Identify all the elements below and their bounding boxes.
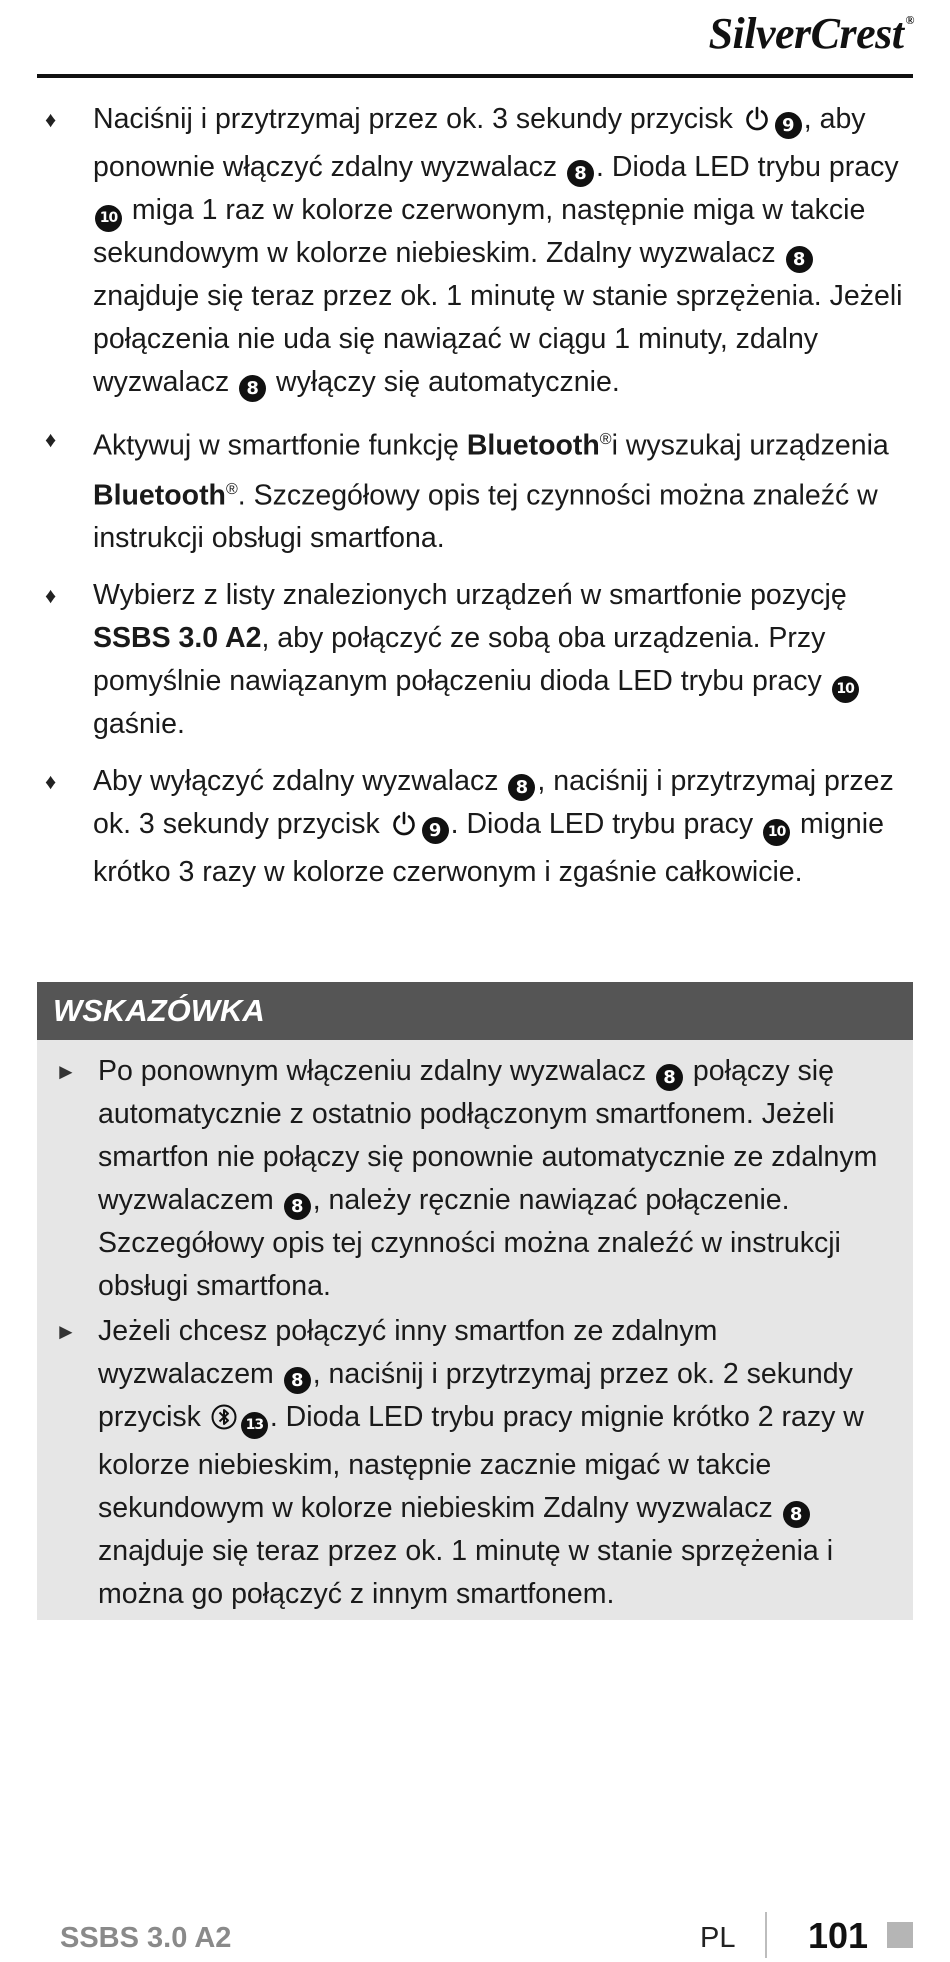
text-segment: Aktywuj w smartfonie funkcję [93, 429, 467, 462]
text-segment: Jeżeli chcesz połączyć inny smartfon ze zdalnym wyzwalaczem [98, 1315, 718, 1390]
ref-number-8: 8 [656, 1064, 683, 1091]
note-box [37, 982, 913, 1620]
footer-separator [765, 1912, 767, 1958]
text-segment: . Szczegółowy opis tej czynności można znaleźć w instrukcji obsługi smartfona. [93, 479, 878, 554]
text-segment: gaśnie. [93, 708, 185, 740]
text-segment: . Dioda LED trybu pracy [596, 151, 899, 183]
footer-model: SSBS 3.0 A2 [60, 1922, 232, 1954]
ref-number-9: 9 [775, 112, 802, 139]
model-name: SSBS 3.0 A2 [93, 622, 262, 654]
text-segment: Aby wyłączyć zdalny wyzwalacz [93, 765, 507, 797]
footer-language: PL [700, 1922, 736, 1954]
ref-number-10: 10 [95, 205, 122, 232]
ref-number-8: 8 [786, 246, 813, 273]
text-segment: Naciśnij i przytrzymaj przez ok. 3 sekundy przycisk [93, 103, 741, 135]
text-segment: , aby ponownie włączyć zdalny wyzwalacz [93, 103, 866, 183]
diamond-bullet-icon: ♦ [45, 107, 57, 132]
instruction-item-power-off [37, 760, 913, 894]
note-item-reconnect [37, 1050, 913, 1308]
text-segment: . Dioda LED trybu pracy [450, 808, 762, 840]
ref-number-8: 8 [239, 375, 266, 402]
triangle-arrow-icon: ► [55, 1319, 77, 1344]
text-segment: mignie krótko 3 razy w kolorze czerwonym i zgaśnie całkowicie. [93, 808, 884, 888]
ref-number-8: 8 [284, 1367, 311, 1394]
ref-number-8: 8 [567, 160, 594, 187]
instruction-item-power-on [37, 98, 913, 404]
diamond-bullet-icon: ♦ [45, 769, 57, 794]
bluetooth-icon [211, 1401, 237, 1444]
bluetooth-label: Bluetooth [93, 479, 226, 511]
text-segment: połączy się automatycznie z ostatnio podłączonym smartfonem. Jeżeli smartfon nie połączy się ponownie automatycznie ze zdalnym wyzwalaczem [98, 1055, 878, 1216]
ref-number-13: 13 [241, 1412, 268, 1439]
ref-number-10: 10 [832, 676, 859, 703]
triangle-arrow-icon: ► [55, 1059, 77, 1084]
brand-registered-mark: ® [905, 13, 914, 27]
registered-mark: ® [225, 480, 238, 498]
ref-number-8: 8 [783, 1501, 810, 1528]
text-segment: znajduje się teraz przez ok. 1 minutę w stanie sprzężenia i można go połączyć z innym smartfonem. [98, 1535, 834, 1610]
ref-number-10: 10 [763, 819, 790, 846]
text-segment: . Dioda LED trybu pracy mignie krótko 2 razy w kolorze niebieskim, następnie zacznie migać w takcie sekundowym w kolorze niebieskim Zdalny wyzwalacz [98, 1401, 864, 1524]
text-segment: miga 1 raz w kolorze czerwonym, następnie miga w takcie sekundowym w kolorze niebieskim. Zdalny wyzwalacz [93, 194, 866, 269]
brand-logo [709, 6, 914, 62]
power-icon [743, 103, 771, 146]
text-segment: , naciśnij i przytrzymaj przez ok. 3 sekundy przycisk [93, 765, 894, 840]
text-segment: , aby połączyć ze sobą oba urządzenia. Przy pomyślnie nawiązanym połączeniu dioda LED trybu pracy [93, 622, 830, 697]
registered-mark: ® [599, 431, 612, 448]
text-segment: wyłączy się automatycznie. [268, 366, 620, 398]
text-segment: Wybierz z listy znalezionych urządzeń w smartfonie pozycję [93, 579, 847, 611]
note-body [37, 1040, 913, 1616]
text-segment: Po ponownym włączeniu zdalny wyzwalacz [98, 1055, 655, 1087]
text-segment: , naciśnij i przytrzymaj przez ok. 2 sekundy przycisk [98, 1358, 853, 1433]
power-icon [390, 808, 418, 851]
text-segment: znajduje się teraz przez ok. 1 minutę w stanie sprzężenia. Jeżeli połączenia nie uda się nawiązać w ciągu 1 minuty, zdalny wyzwalacz [93, 280, 903, 398]
ref-number-8: 8 [508, 774, 535, 801]
instructions-list [37, 98, 913, 908]
ref-number-8: 8 [284, 1193, 311, 1220]
instruction-item-select-device [37, 574, 913, 746]
text-segment: i wyszukaj urządzenia [611, 429, 889, 462]
brand-name: SilverCrest [708, 9, 904, 58]
text-segment: , należy ręcznie nawiązać połączenie. Szczegółowy opis tej czynności można znaleźć w instrukcji obsługi smartfona. [98, 1184, 841, 1302]
diamond-bullet-icon: ♦ [45, 583, 57, 608]
ref-number-9: 9 [422, 817, 449, 844]
footer-square-marker [887, 1922, 913, 1948]
page-number: 101 [808, 1915, 869, 1956]
note-title: WSKAZÓWKA [37, 982, 913, 1040]
note-item-other-smartphone [37, 1310, 913, 1616]
bluetooth-label: Bluetooth [466, 429, 600, 462]
instruction-item-bluetooth [37, 418, 913, 560]
header-divider [37, 74, 913, 78]
diamond-bullet-icon: ♦ [45, 427, 57, 452]
